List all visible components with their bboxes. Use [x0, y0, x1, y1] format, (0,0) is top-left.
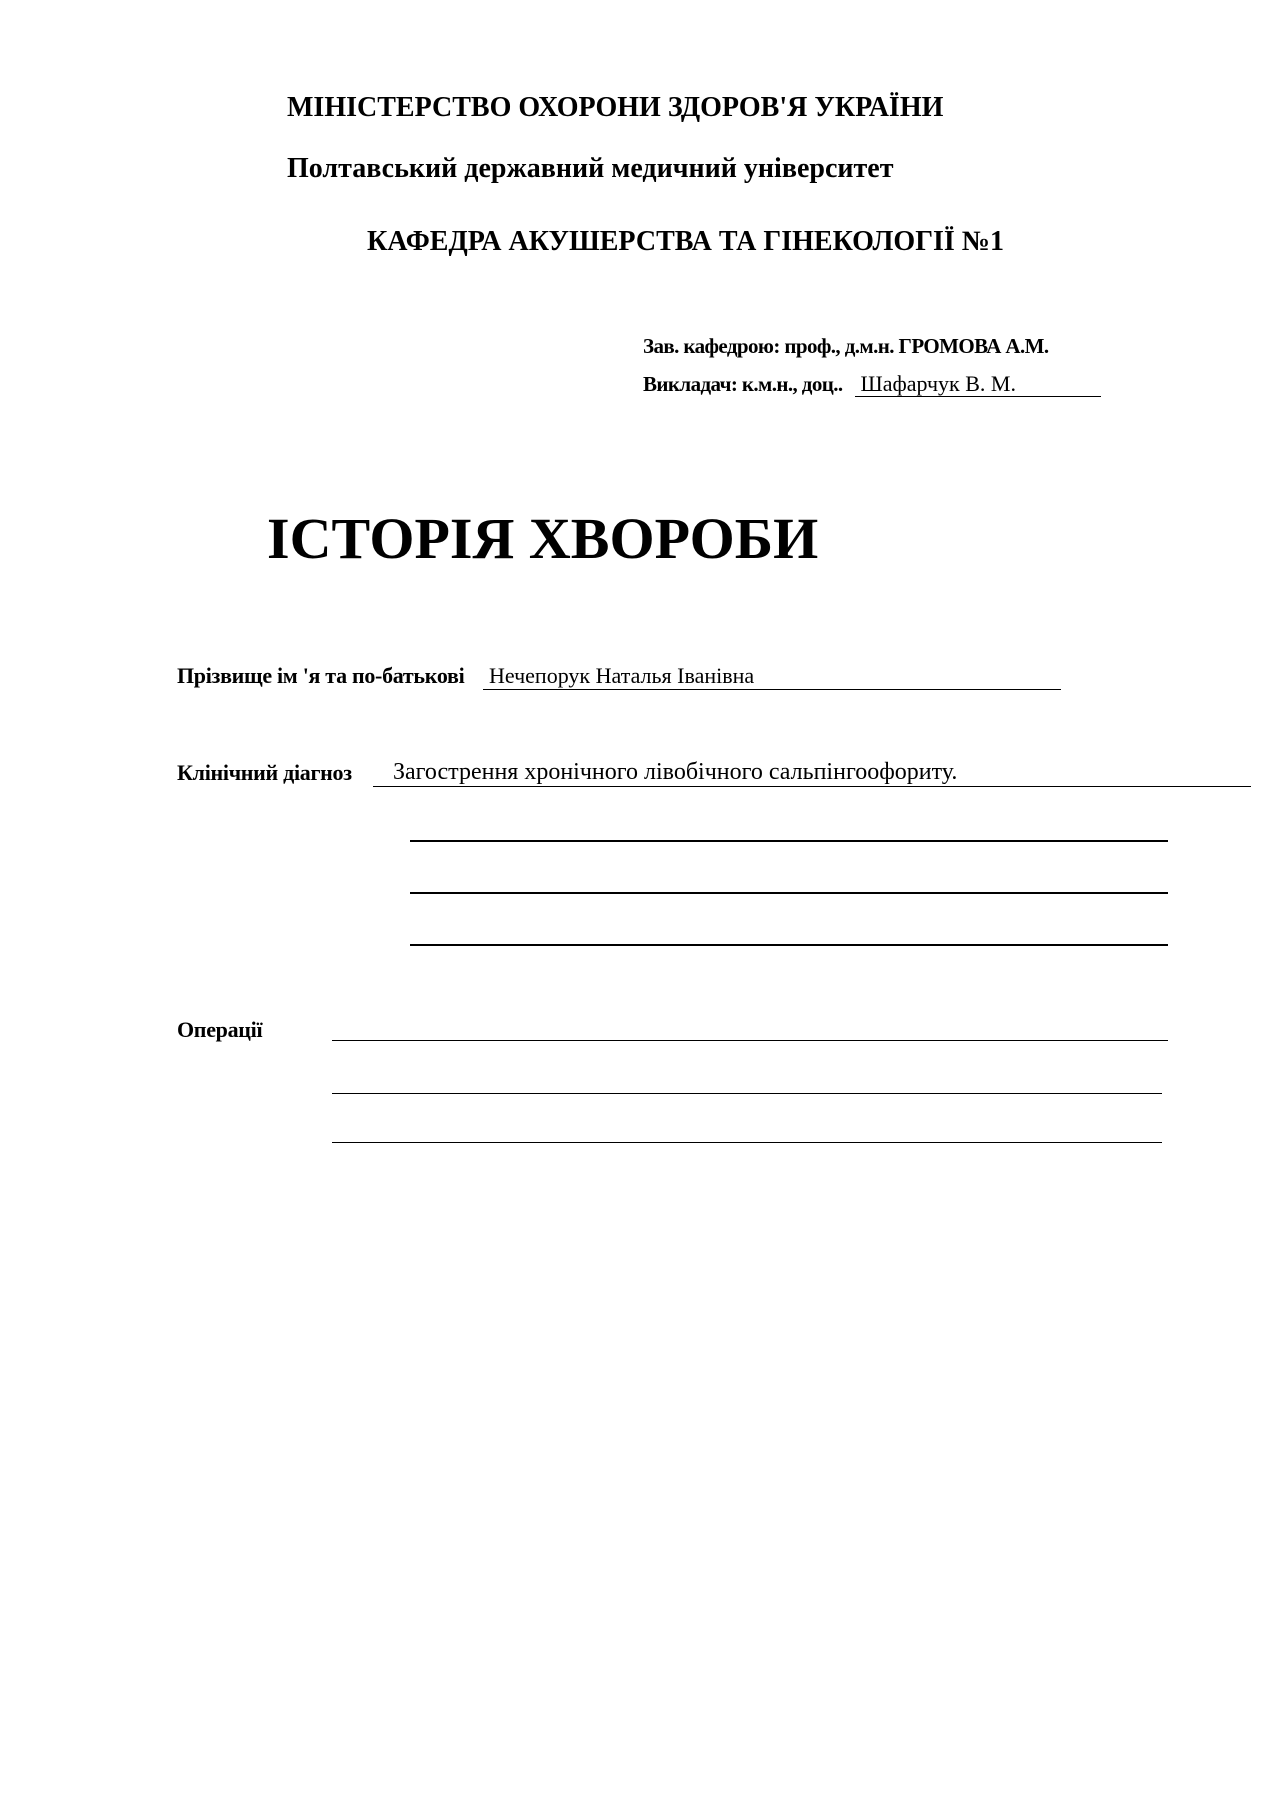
patient-name-field: Нечепорук Наталья Іванівна [483, 663, 1061, 690]
document-title: ІСТОРІЯ ХВОРОБИ [267, 506, 819, 571]
university-heading: Полтавський державний медичний університет [287, 153, 894, 184]
diagnosis-blank-line [410, 944, 1168, 946]
department-heading: КАФЕДРА АКУШЕРСТВА ТА ГІНЕКОЛОГІЇ №1 [367, 226, 1004, 257]
operations-blank-line [332, 1040, 1168, 1041]
patient-name-label: Прізвище ім 'я та по-батькові [177, 663, 465, 688]
operations-blank-line [332, 1093, 1162, 1094]
teacher-label: Викладач: к.м.н., доц.. [643, 372, 843, 396]
head-of-department: Зав. кафедрою: проф., д.м.н. ГРОМОВА А.М. [643, 334, 1049, 358]
diagnosis-blank-line [410, 840, 1168, 842]
ministry-heading: МІНІСТЕРСТВО ОХОРОНИ ЗДОРОВ'Я УКРАЇНИ [287, 92, 944, 123]
teacher-name-field: Шафарчук В. М. [855, 372, 1101, 397]
diagnosis-label: Клінічний діагноз [177, 760, 352, 785]
diagnosis-field: Загострення хронічного лівобічного сальпінгоофориту. [373, 758, 1251, 787]
operations-blank-line [332, 1142, 1162, 1143]
teacher-line [643, 372, 1101, 397]
operations-label: Операції [177, 1017, 263, 1042]
diagnosis-blank-line [410, 892, 1168, 894]
